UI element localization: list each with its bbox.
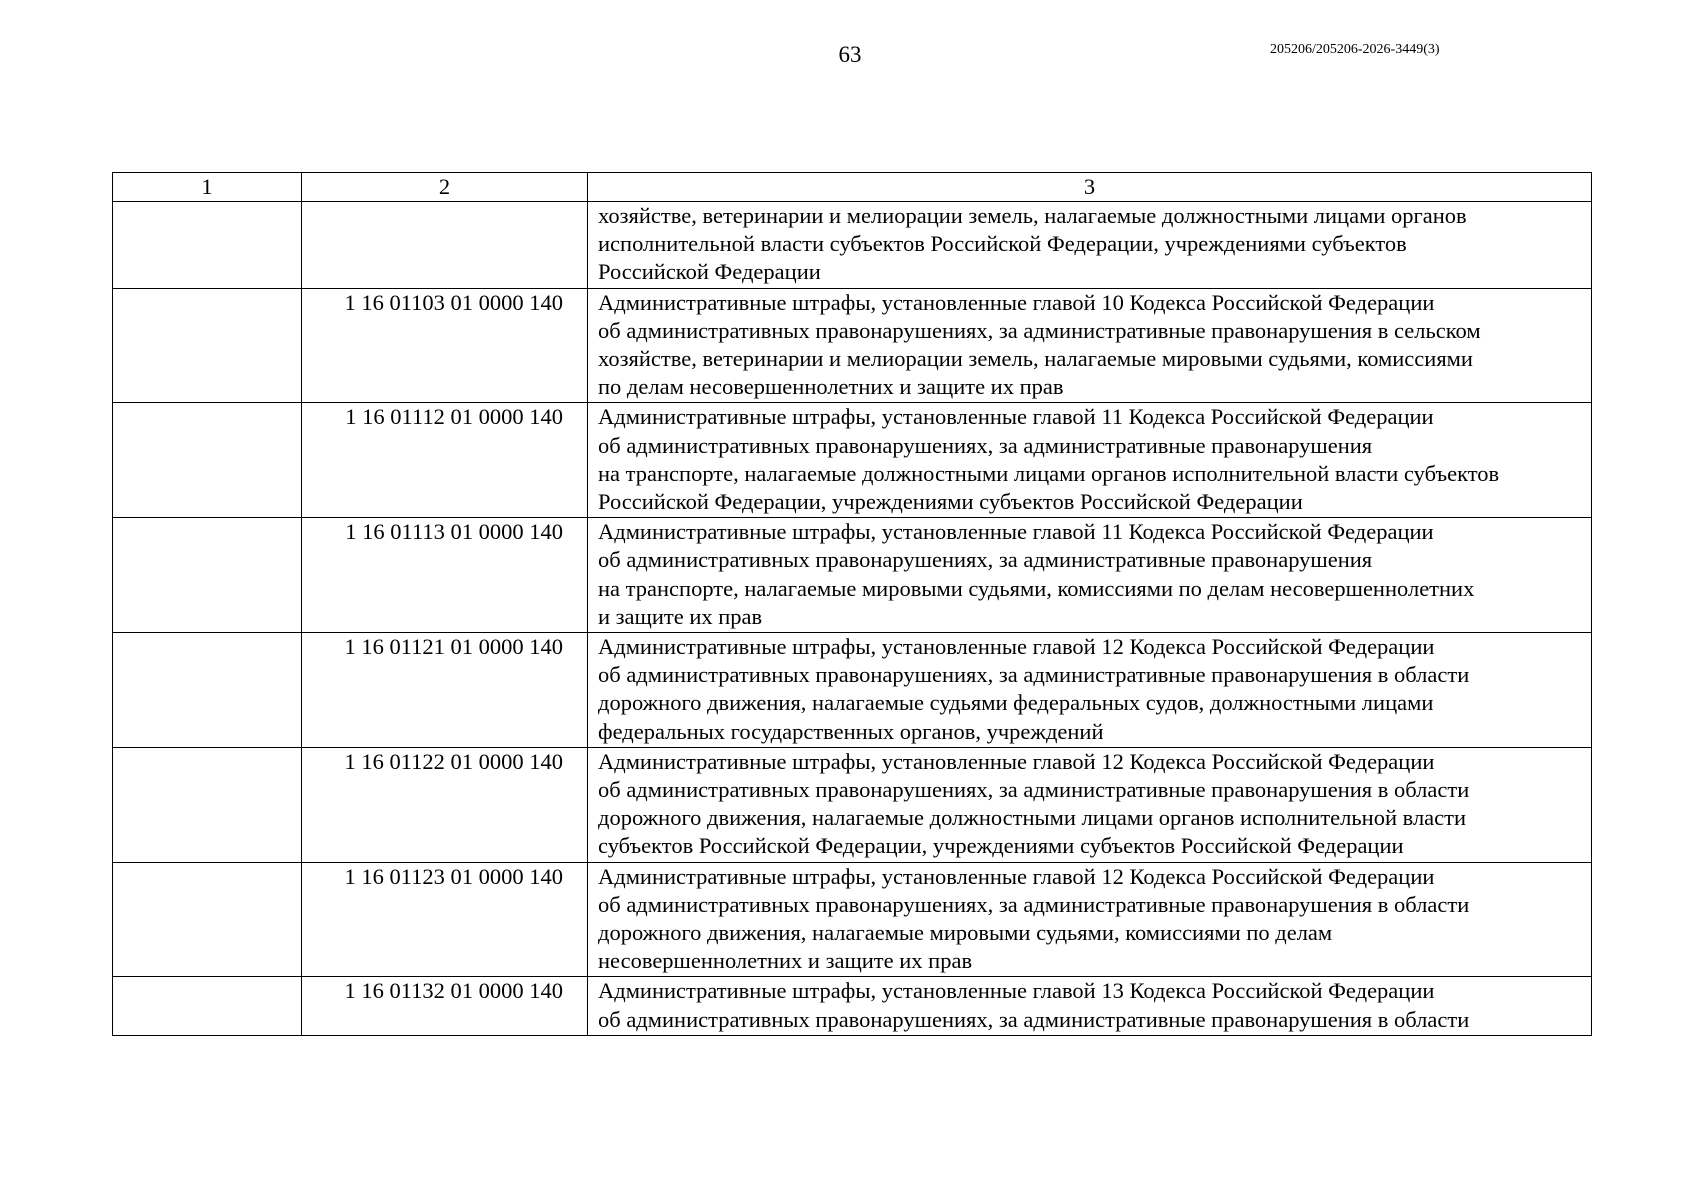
table-body — [113, 173, 1592, 1036]
description-line: об административных правонарушениях, за административные правонарушения в области — [598, 1006, 1470, 1032]
description-line: федеральных государственных органов, учреждений — [598, 718, 1104, 744]
table-row — [113, 747, 1592, 862]
budget-code-cell — [302, 202, 588, 289]
description-line: хозяйстве, ветеринарии и мелиорации земель, налагаемые должностными лицами органов — [598, 203, 1467, 228]
table-row — [113, 862, 1592, 977]
description-line: дорожного движения, налагаемые судьями федеральных судов, должностными лицами — [598, 690, 1434, 716]
column-header-3: 3 — [588, 173, 1592, 202]
description-line: Административные штрафы, установленные главой 11 Кодекса Российской Федерации — [598, 404, 1434, 430]
description-line: Российской Федерации — [598, 259, 821, 285]
cell-column-1 — [113, 403, 302, 518]
table-header-row — [113, 173, 1592, 202]
column-header-1: 1 — [113, 173, 302, 202]
cell-column-1 — [113, 633, 302, 748]
table-row — [113, 403, 1592, 518]
description-cell — [588, 977, 1592, 1035]
cell-column-1 — [113, 518, 302, 633]
budget-code-cell: 1 16 01103 01 0000 140 — [302, 288, 588, 403]
table-row — [113, 288, 1592, 403]
table-row — [113, 202, 1592, 289]
table-row — [113, 633, 1592, 748]
cell-column-1 — [113, 747, 302, 862]
budget-code-cell: 1 16 01113 01 0000 140 — [302, 518, 588, 633]
description-line: об административных правонарушениях, за административные правонарушения в области — [598, 662, 1470, 688]
document-id: 205206/205206-2026-3449(3) — [1270, 42, 1440, 57]
description-line: исполнительной власти субъектов Российской Федерации, учреждениями субъектов — [598, 231, 1407, 257]
description-line: и защите их прав — [598, 603, 763, 629]
description-line: Российской Федерации, учреждениями субъектов Российской Федерации — [598, 489, 1303, 515]
cell-column-1 — [113, 862, 302, 977]
description-line: об административных правонарушениях, за административные правонарушения в области — [598, 891, 1470, 917]
budget-codes-table — [112, 172, 1592, 1036]
description-line: об административных правонарушениях, за административные правонарушения — [598, 432, 1373, 458]
description-cell — [588, 633, 1592, 748]
column-header-2: 2 — [302, 173, 588, 202]
description-cell — [588, 288, 1592, 403]
description-cell — [588, 862, 1592, 977]
description-line: об административных правонарушениях, за административные правонарушения в сельском — [598, 317, 1481, 343]
description-cell — [588, 747, 1592, 862]
page-number: 63 — [838, 42, 862, 67]
description-line: по делам несовершеннолетних и защите их прав — [598, 374, 1064, 400]
description-line: Административные штрафы, установленные главой 11 Кодекса Российской Федерации — [598, 519, 1434, 545]
table-row — [113, 518, 1592, 633]
description-line: Административные штрафы, установленные главой 12 Кодекса Российской Федерации — [598, 748, 1435, 774]
description-cell — [588, 518, 1592, 633]
description-cell — [588, 403, 1592, 518]
description-line: Административные штрафы, установленные главой 10 Кодекса Российской Федерации — [598, 289, 1435, 315]
table-row — [113, 977, 1592, 1035]
budget-code-cell: 1 16 01121 01 0000 140 — [302, 633, 588, 748]
cell-column-1 — [113, 288, 302, 403]
description-cell — [588, 202, 1592, 289]
description-line: хозяйстве, ветеринарии и мелиорации земель, налагаемые мировыми судьями, комиссиями — [598, 346, 1473, 372]
cell-column-1 — [113, 202, 302, 289]
budget-code-cell: 1 16 01112 01 0000 140 — [302, 403, 588, 518]
description-line: Административные штрафы, установленные главой 12 Кодекса Российской Федерации — [598, 863, 1435, 889]
description-line: Административные штрафы, установленные главой 12 Кодекса Российской Федерации — [598, 634, 1435, 660]
description-line: дорожного движения, налагаемые должностными лицами органов исполнительной власти — [598, 805, 1467, 831]
description-line: несовершеннолетних и защите их прав — [598, 948, 973, 974]
description-line: об административных правонарушениях, за административные правонарушения в области — [598, 777, 1470, 803]
description-line: субъектов Российской Федерации, учреждениями субъектов Российской Федерации — [598, 833, 1404, 859]
cell-column-1 — [113, 977, 302, 1035]
description-line: дорожного движения, налагаемые мировыми судьями, комиссиями по делам — [598, 920, 1333, 946]
budget-code-cell: 1 16 01123 01 0000 140 — [302, 862, 588, 977]
description-line: на транспорте, налагаемые должностными лицами органов исполнительной власти субъектов — [598, 460, 1500, 486]
description-line: об административных правонарушениях, за административные правонарушения — [598, 547, 1373, 573]
description-line: Административные штрафы, установленные главой 13 Кодекса Российской Федерации — [598, 978, 1435, 1004]
description-line: на транспорте, налагаемые мировыми судьями, комиссиями по делам несовершеннолетних — [598, 575, 1475, 601]
budget-code-cell: 1 16 01122 01 0000 140 — [302, 747, 588, 862]
budget-code-cell: 1 16 01132 01 0000 140 — [302, 977, 588, 1035]
